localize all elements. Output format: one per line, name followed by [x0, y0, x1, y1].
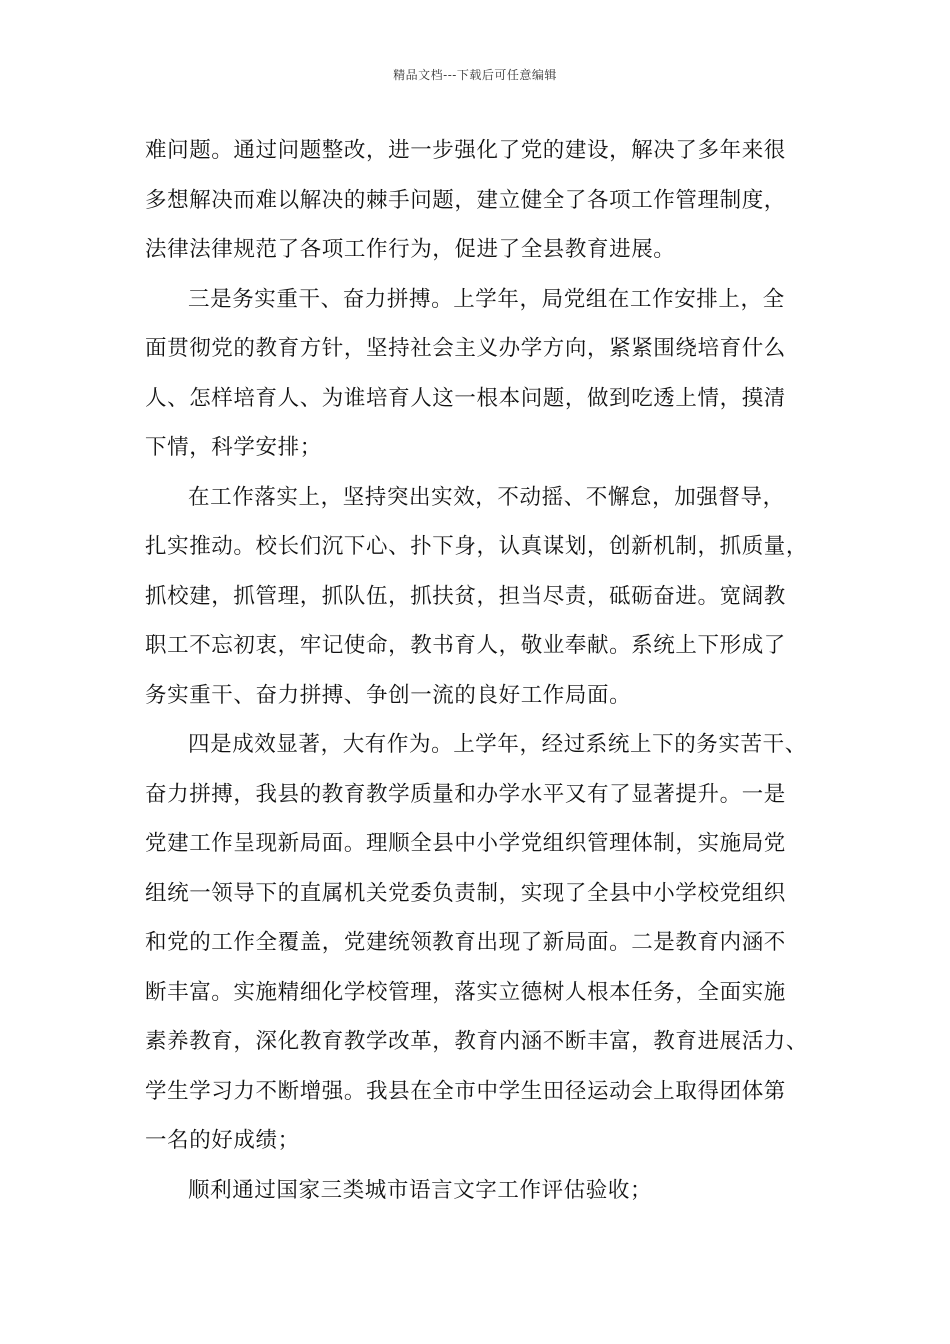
text-line: 多想解决而难以解决的棘手问题，建立健全了各项工作管理制度， [145, 187, 786, 213]
document-body [145, 131, 825, 1220]
text-line: 务实重干、奋力拼搏、争创一流的良好工作局面。 [145, 682, 632, 708]
paragraph-start-line: 三是务实重干、奋力拼搏。上学年，局党组在工作安排上，全 [188, 286, 785, 312]
text-line: 学生学习力不断增强。我县在全市中学生田径运动会上取得团体第 [145, 1078, 786, 1104]
text-line: 断丰富。实施精细化学校管理，落实立德树人根本任务，全面实施 [145, 979, 786, 1005]
text-line: 职工不忘初衷，牢记使命，教书育人，敬业奉献。系统上下形成了 [145, 633, 786, 658]
text-line: 人、怎样培育人、为谁培育人这一根本问题，做到吃透上情，摸清 [145, 385, 786, 411]
text-line: 下情，科学安排； [145, 435, 322, 460]
text-line: 难问题。通过问题整改，进一步强化了党的建设，解决了多年来很 [145, 138, 786, 163]
page-header: 精品文档---下载后可任意编辑 [393, 68, 557, 82]
text-line: 扎实推动。校长们沉下心、扑下身，认真谋划，创新机制，抓质量， [145, 534, 809, 559]
paragraph-start-line: 四是成效显著，大有作为。上学年，经过系统上下的务实苦干、 [188, 732, 807, 757]
paragraph-start-line: 顺利通过国家三类城市语言文字工作评估验收； [188, 1177, 653, 1203]
text-line: 奋力拼搏，我县的教育教学质量和办学水平又有了显著提升。一是 [145, 781, 786, 807]
text-line: 组统一领导下的直属机关党委负责制，实现了全县中小学校党组织 [145, 880, 786, 906]
text-line: 法律法律规范了各项工作行为，促进了全县教育进展。 [145, 237, 676, 262]
text-line: 党建工作呈现新局面。理顺全县中小学党组织管理体制，实施局党 [145, 831, 786, 856]
text-line: 一名的好成绩； [145, 1128, 300, 1153]
text-line: 抓校建，抓管理，抓队伍，抓扶贫，担当尽责，砥砺奋进。宽阔教 [145, 583, 786, 609]
text-line: 素养教育，深化教育教学改革，教育内涵不断丰富，教育进展活力、 [145, 1029, 809, 1054]
text-line: 和党的工作全覆盖，党建统领教育出现了新局面。二是教育内涵不 [145, 930, 786, 955]
paragraph-start-line: 在工作落实上，坚持突出实效，不动摇、不懈怠，加强督导， [188, 484, 785, 510]
text-line: 面贯彻党的教育方针，坚持社会主义办学方向，紧紧围绕培育什么 [145, 336, 786, 361]
